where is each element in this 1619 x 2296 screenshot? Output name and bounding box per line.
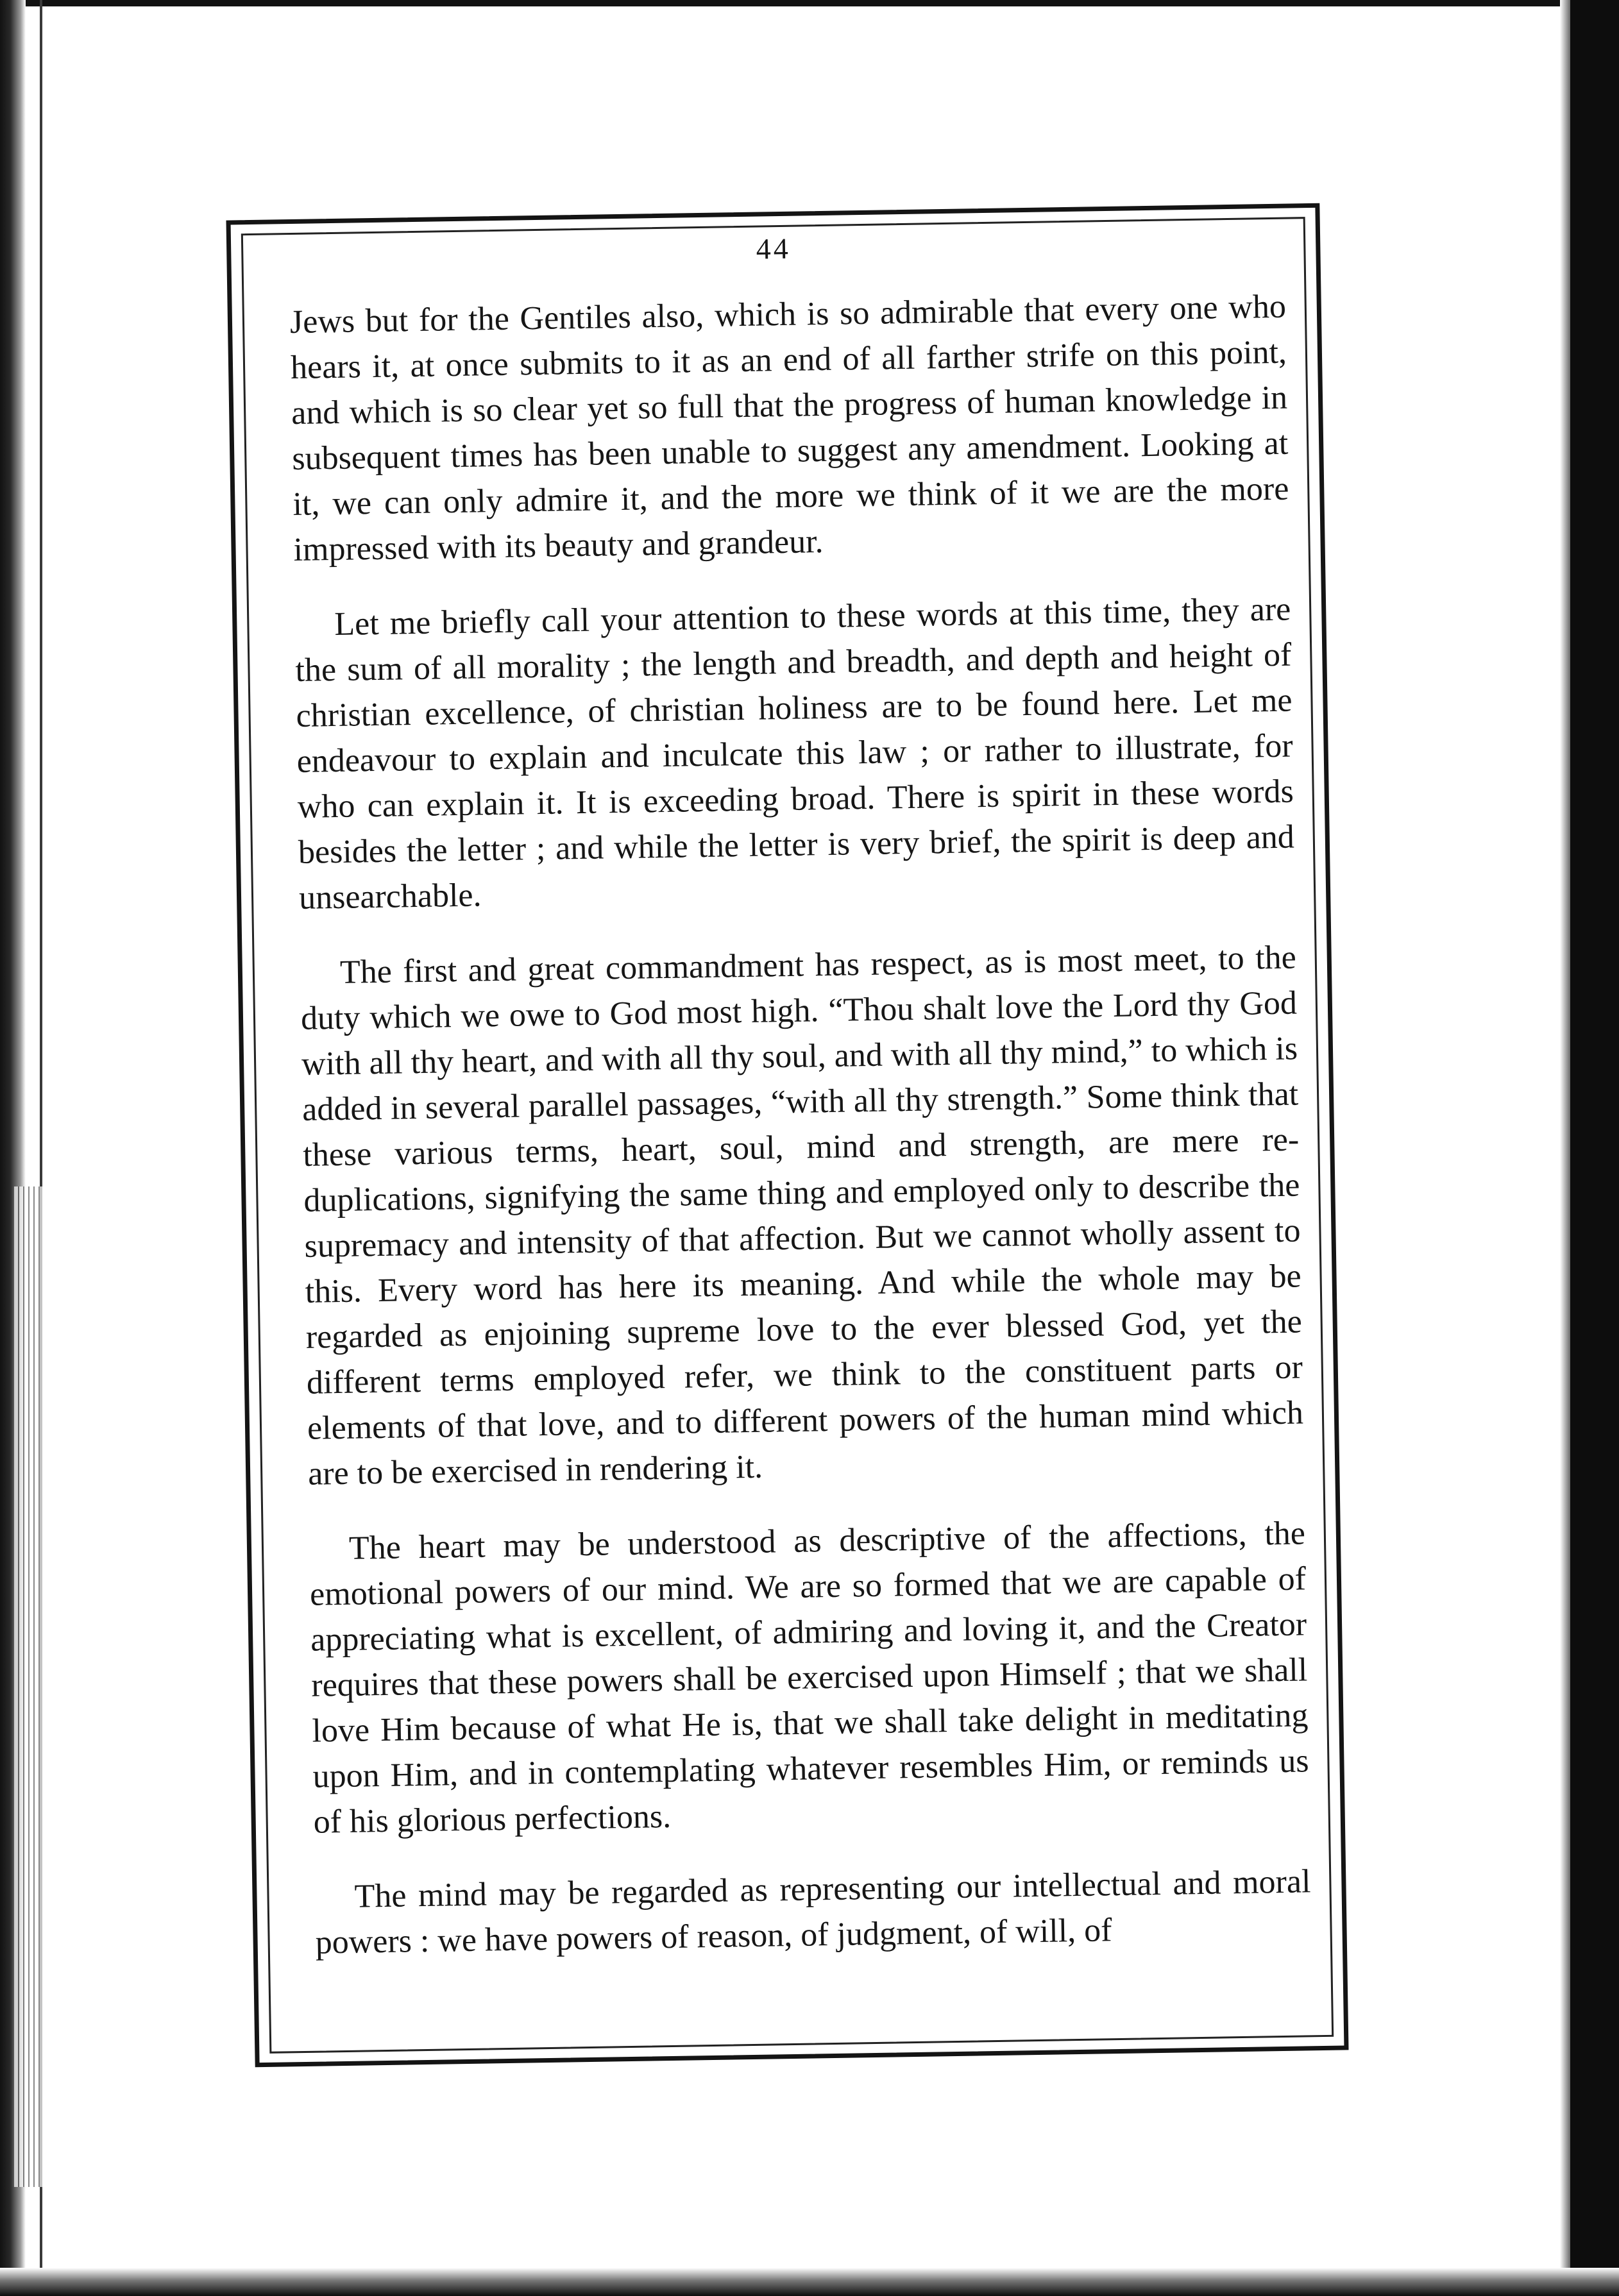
scan-edge-top (0, 0, 1619, 6)
paragraph-4: The heart may be understood as descriptive of the affections, the emotional powers of our mind. We are so formed that we are capable of appreciating what is excellent, of admiring and loving it, and the Creator requires that these powers shall be exercised upon Himself ; that we shall love Him because of what He is, that we shall take delight in meditating upon Him, and in contemplating whatever resembles Him, or reminds us of his glorious perfections. (309, 1515, 1309, 1841)
paragraph-5: The mind may be regarded as representing our intellectual and moral powers : we have powers of reason, of judgment, of will, of (315, 1863, 1311, 1961)
scan-edge-bottom (0, 2268, 1619, 2296)
paragraph-3: The first and great commandment has respect, as is most meet, to the duty which we owe to God most high. “Thou shalt love the Lord thy God with all thy heart, and with all thy soul, and with all thy mind,” to which is added in several parallel passages, “with all thy strength.” Some think that these various terms, heart, soul, mind and strength, are mere re-duplications, signifying the same thing and employed only to describe the supremacy and intensity of that affection. But we cannot wholly assent to this. Every word has here its meaning. And while the whole may be regarded as enjoining supreme love to the ever blessed God, yet the different terms employed refer, we think to the constituent parts or elements of that love, and to different powers of the human mind which are to be exercised in rendering it. (300, 939, 1304, 1492)
page-frame (226, 203, 1348, 2067)
body-text (289, 284, 1312, 1995)
scan-edge-right (1570, 0, 1619, 2296)
paragraph-2: Let me briefly call your attention to these words at this time, they are the sum of all morality ; the length and breadth, and depth and height of christian excellence, of christian holiness are to be found here. Let me endeavour to explain and inculcate this law ; or rather to illustrate, for who can explain it. It is exceeding broad. There is spirit in these words besides the letter ; and while the letter is very brief, the spirit is deep and unsearchable. (295, 591, 1295, 916)
page-stack-edges (13, 1186, 44, 2187)
scan-edge-right-shade (1560, 0, 1570, 2296)
page-number: 44 (756, 232, 792, 266)
paragraph-1: Jews but for the Gentiles also, which is so admirable that every one who hears it, at once submits to it as an end of all farther strife on this point, and which is so clear yet so full that the progress of human knowledge in subsequent times has been unable to suggest any amendment. Looking at it, we can only admire it, and the more we think of it we are the more impressed with its beauty and grandeur. (289, 288, 1289, 568)
